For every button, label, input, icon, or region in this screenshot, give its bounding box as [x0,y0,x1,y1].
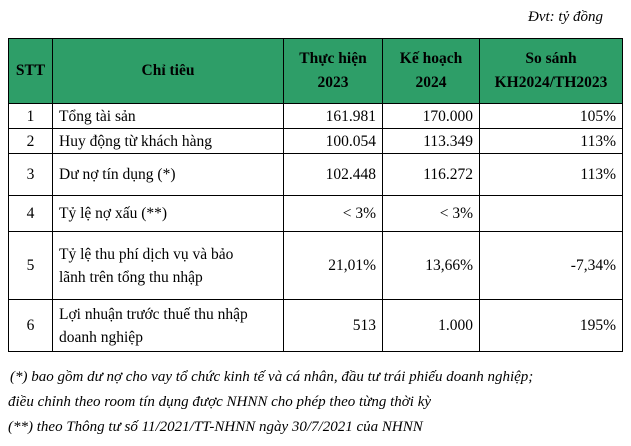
financial-targets-table [8,38,623,352]
table-header-row [9,39,623,104]
row-compare: 195% [480,300,623,352]
row-compare: 105% [480,104,623,129]
table-row [9,300,623,352]
row-compare: -7,34% [480,232,623,300]
row-compare: 113% [480,154,623,196]
row-indicator: Tỷ lệ thu phí dịch vụ và bảo lãnh trên tổng thu nhập [53,232,284,300]
row-plan: 1.000 [383,300,480,352]
row-plan: 113.349 [383,129,480,154]
row-indicator: Tỷ lệ nợ xấu (**) [53,196,284,232]
table-row [9,129,623,154]
row-indicator: Dư nợ tín dụng (*) [53,154,284,196]
row-plan: 170.000 [383,104,480,129]
row-plan: 13,66% [383,232,480,300]
table-row [9,196,623,232]
row-indicator: Tổng tài sản [53,104,284,129]
header-plan-2024: Kế hoạch 2024 [383,39,480,104]
table-row [9,104,623,129]
row-indicator: Huy động từ khách hàng [53,129,284,154]
footnote-npl-circular: (**) theo Thông tư số 11/2021/TT-NHNN ngày 30/7/2021 của NHNN [8,419,423,435]
row-stt: 1 [9,104,53,129]
row-compare: 113% [480,129,623,154]
header-indicator: Chỉ tiêu [53,39,284,104]
row-actual: 161.981 [284,104,383,129]
row-actual: 102.448 [284,154,383,196]
row-stt: 5 [9,232,53,300]
row-indicator: Lợi nhuận trước thuế thu nhập doanh nghiệp [53,300,284,352]
footnote-credit: (*) bao gồm dư nợ cho vay tổ chức kinh tế và cá nhân, đầu tư trái phiếu doanh nghiệp; [10,369,534,385]
row-compare [480,196,623,232]
row-stt: 4 [9,196,53,232]
row-actual: < 3% [284,196,383,232]
header-comparison: So sánh KH2024/TH2023 [480,39,623,104]
unit-note: Đvt: tỷ đồng [528,9,603,25]
row-actual: 21,01% [284,232,383,300]
table-row [9,154,623,196]
row-stt: 3 [9,154,53,196]
row-stt: 6 [9,300,53,352]
row-stt: 2 [9,129,53,154]
row-actual: 100.054 [284,129,383,154]
footnote-credit-continued: điều chỉnh theo room tín dụng được NHNN cho phép theo từng thời kỳ [8,394,432,410]
row-actual: 513 [284,300,383,352]
header-actual-2023: Thực hiện 2023 [284,39,383,104]
table-row [9,232,623,300]
header-stt: STT [9,39,53,104]
row-plan: 116.272 [383,154,480,196]
row-plan: < 3% [383,196,480,232]
